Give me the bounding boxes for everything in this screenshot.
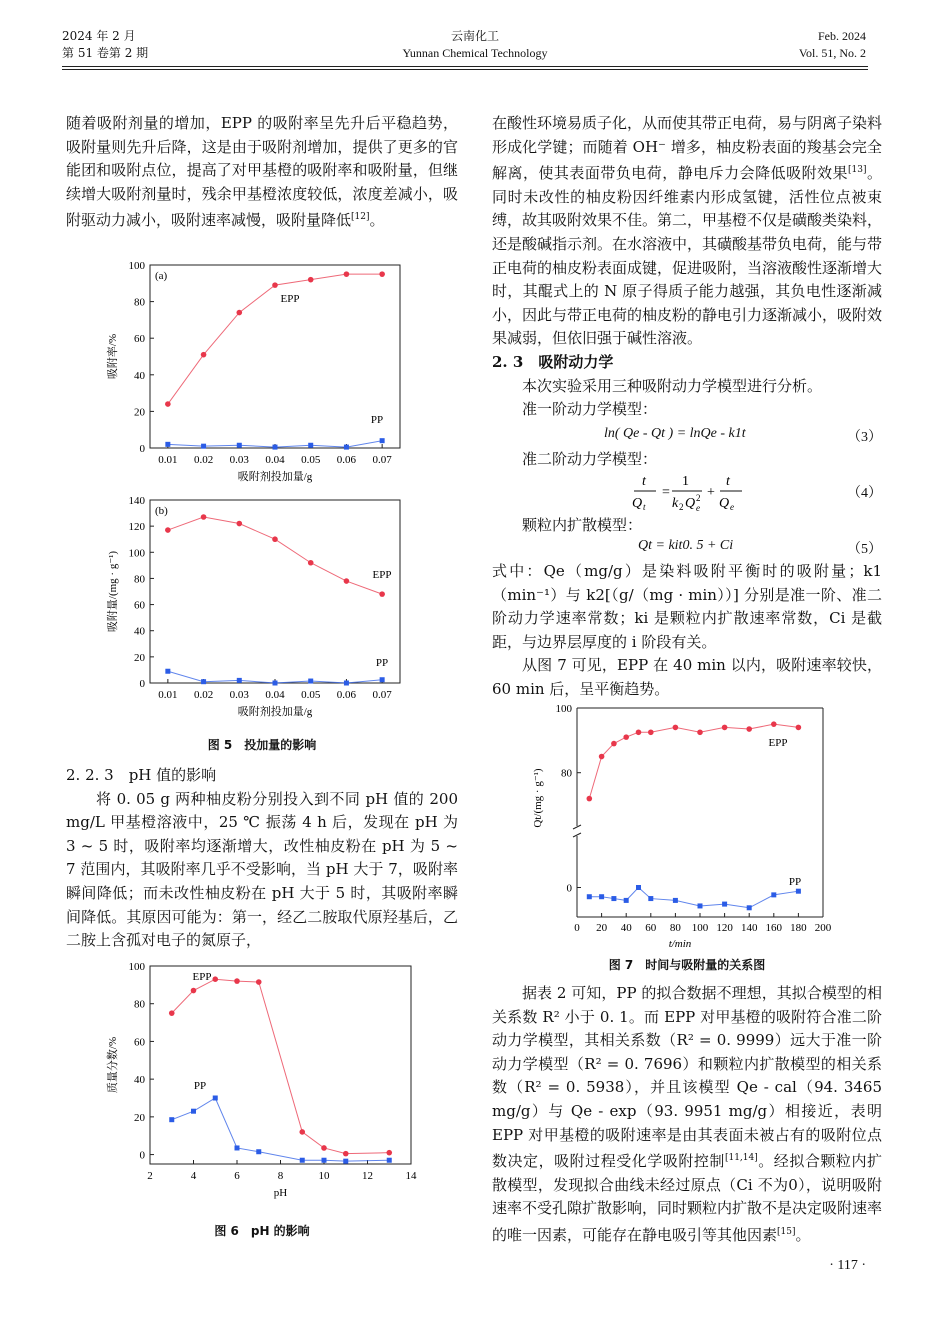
y-axis-label: 质量分数/% [107,1036,119,1094]
svg-text:t: t [726,474,730,489]
equation-4 [630,468,750,514]
x-tick-label: 40 [620,922,632,934]
right-para1-text: 在酸性环境易质子化，从而使其带正电荷，易与阴离子染料形成化学键；而随着 OH⁻ 增多，柚皮粉表面的羧基会完全解离，使其表面带负电荷，静电斥力会降低吸附效果 [492,114,883,183]
x-tick-label: 80 [669,922,681,934]
x-tick-label: 6 [234,1170,240,1182]
data-point-epp [272,536,278,542]
series-line-epp [589,724,798,798]
x-tick-label: 0.01 [158,689,178,701]
data-point-pp [169,1117,174,1122]
series-line-pp [172,1098,390,1161]
right-para4-text: 从图 7 可见，EPP 在 40 min 以内，吸附速率较快，60 min 后，呈平衡趋势。 [492,656,882,698]
data-point-pp [599,894,604,899]
left-paragraph-1 [66,112,458,233]
figure-7-chart [525,700,855,950]
data-point-epp [386,1150,392,1156]
svg-text:Q: Q [719,496,730,511]
x-tick-label: 140 [740,922,758,934]
journal-name-cn: 云南化工 [450,29,499,43]
y-tick-label: 60 [134,333,145,346]
data-point-epp [165,401,171,407]
data-point-pp [165,669,170,674]
x-tick-label: 0.07 [372,454,392,466]
series-label-epp: EPP [372,569,392,581]
data-point-epp [321,1145,327,1151]
x-axis-label: 吸附剂投加量/g [237,471,313,483]
data-point-pp [237,443,242,448]
data-point-epp [673,725,679,731]
ref-11-14: [11,14] [724,1153,758,1164]
header-date: 2024 年 2 月 [62,29,136,43]
x-tick-label: 160 [765,922,783,934]
header-volume: 第 51 卷第 2 期 [62,46,149,60]
right-para5-text: 据表 2 可知，PP 的拟合数据不理想，其拟合模型的相关系数 R² 小于 0. 1。而 EPP 对甲基橙的吸附符合准二阶动力学模型，其相关系数（R² = 0. 9999）远大于准一阶动力学模型（R² = 0. 7696）和颗粒内扩散模型的相关系数（R² = 0. 5938），并且该模型 Qe - cal（94. 3465 mg/g）与 Qe - exp（93. 9951 mg/g）相接近，表明 EPP 对甲基橙的吸附速率是由其表面未被占有的吸附位点数决定，吸附过程受化学吸附控制 [492,984,882,1171]
x-tick-label: 0.04 [265,689,285,701]
data-point-pp [237,678,242,683]
y-tick-label: 80 [134,573,145,586]
series-label-epp: EPP [768,737,788,749]
equation-4-number: （4） [847,486,882,501]
right-para3-text: 式中：Qe（mg/g）是染料吸附平衡时的吸附量；k1（min⁻¹）与 k2[（g/（mg · min））] 分别是准一阶、准二阶动力学速率常数；ki 是颗粒内扩散速率常数，Ci 是截距，与边界层厚度的 i 阶段有关。 [492,562,882,651]
x-tick-label: 0.01 [158,454,178,466]
data-point-epp [165,527,171,533]
ref-12: [12] [351,212,370,223]
data-point-epp [256,979,262,985]
x-tick-label: 4 [190,1170,197,1182]
x-tick-label: 20 [596,922,608,934]
x-tick-label: 0.04 [265,454,285,466]
series-line-epp [172,979,390,1153]
x-tick-label: 14 [405,1170,417,1182]
figure-5b-chart [100,490,430,730]
left-para1-end: 。 [369,211,385,230]
x-tick-label: 0 [574,922,580,934]
data-point-epp [648,729,654,735]
data-point-epp [623,734,629,740]
y-tick-label: 60 [134,1036,145,1049]
data-point-epp [299,1129,305,1135]
x-tick-label: 2 [147,1170,153,1182]
right-paragraph-5 [492,982,882,1248]
header-date-en: Feb. 2024 [818,29,866,43]
series-label-pp: PP [375,657,389,669]
page-number: · 117 · [829,1258,866,1273]
x-tick-label: 8 [277,1170,284,1182]
svg-text:Q: Q [632,496,643,511]
equation-3-number: （3） [847,430,882,445]
data-point-epp [343,1151,349,1157]
model-3-block [492,514,882,538]
data-point-pp [380,677,385,682]
panel-label: (a) [155,270,168,282]
data-point-epp [611,741,617,747]
y-tick-label: 0 [566,882,572,895]
svg-text:t: t [642,474,646,489]
x-tick-label: 0.05 [301,454,321,466]
data-point-pp [636,885,641,890]
svg-text:1: 1 [682,474,689,489]
model-2-label: 准二阶动力学模型： [522,450,658,468]
data-point-pp [747,905,752,910]
data-point-epp [379,591,385,597]
svg-text:2: 2 [696,493,701,503]
data-point-epp [379,271,385,277]
x-tick-label: 100 [691,922,709,934]
x-axis-label: 吸附剂投加量/g [237,706,313,718]
svg-text:t: t [643,502,646,512]
left-section-223 [66,764,458,953]
x-tick-label: 60 [645,922,657,934]
y-tick-label: 100 [128,961,145,973]
data-point-pp [624,898,629,903]
data-point-pp [722,902,727,907]
y-tick-label: 120 [128,521,145,534]
data-point-pp [380,438,385,443]
y-axis-label: 吸附量/(mg · g⁻¹) [107,550,119,633]
data-point-pp [308,443,313,448]
figure-5a-chart [100,255,430,495]
series-label-epp: EPP [192,971,212,983]
x-tick-label: 0.06 [336,689,357,701]
x-tick-label: 0.02 [193,454,214,466]
right-para1-b: 。同时未改性的柚皮粉因纤维素内形成氢键，活性位点被束缚，故其吸附效果不佳。第二，甲基橙不仅是磺酸类染料，还是酸碱指示剂。在水溶液中，其磺酸基带负电荷，能与带正电荷的柚皮粉表面成键，促进吸附，当溶液酸性逐渐增大时，其醌式上的 N 原子得质子能力越强，其负电性逐渐减小，因此与带正电荷的柚皮粉的静电引力逐渐减小，吸附效果减弱，但依旧强于碱性溶液。 [492,164,883,348]
data-point-pp [771,892,776,897]
data-point-epp [746,726,752,732]
left-para1-text: 随着吸附剂量的增加，EPP 的吸附率呈先升后平稳趋势，吸附量则先升后降，这是由于吸附剂增加，提供了更多的官能团和吸附点位，提高了对甲基橙的吸附率和吸附量，但继续增大吸附剂量时，残余甲基橙浓度较低，浓度差减小，吸附驱动力减小，吸附速率减慢，吸附量降低 [66,114,458,230]
data-point-epp [308,277,314,283]
svg-text:Q: Q [685,496,696,511]
y-tick-label: 100 [128,547,145,560]
x-tick-label: 180 [790,922,807,934]
data-point-pp [587,894,592,899]
data-point-epp [308,560,314,566]
ref-13: [13] [848,165,867,176]
data-point-epp [344,271,350,277]
right-para2-text: 本次实验采用三种吸附动力学模型进行分析。 [522,376,823,395]
y-tick-label: 140 [128,495,145,507]
y-tick-label: 0 [139,1149,145,1162]
data-point-pp [256,1149,261,1154]
y-tick-label: 100 [128,260,145,272]
data-point-pp [673,898,678,903]
data-point-pp [344,445,349,450]
data-point-epp [771,721,777,727]
data-point-epp [636,729,642,735]
data-point-pp [213,1096,218,1101]
x-tick-label: 0.06 [336,454,357,466]
svg-text:k: k [672,496,679,511]
data-point-epp [587,796,593,802]
data-point-pp [201,444,206,449]
x-tick-label: 0.03 [229,689,249,701]
x-tick-label: 0.07 [372,689,392,701]
x-tick-label: 0.02 [193,689,214,701]
series-label-epp: EPP [280,293,300,305]
data-point-pp [165,442,170,447]
y-tick-label: 40 [134,369,145,382]
right-paragraph-3 [492,560,882,702]
svg-text:e: e [696,503,700,513]
series-line-epp [168,517,382,594]
model-1-label: 准一阶动力学模型： [522,400,658,419]
right-paragraph-1 [492,112,882,422]
data-point-epp [722,725,728,731]
y-tick-label: 20 [134,406,145,419]
y-axis-label: Qt/(mg · g⁻¹) [532,768,544,828]
x-tick-label: 120 [716,922,733,934]
y-tick-label: 0 [139,443,145,455]
x-tick-label: 12 [362,1170,373,1182]
y-tick-label: 40 [134,1074,145,1087]
axis-break-mark [573,825,581,837]
plot-frame [150,500,400,683]
series-line-epp [168,274,382,404]
right-para5-b: 。经拟合颗粒内扩散模型，发现拟合曲线未经过原点（Ci 不为0），说明吸附速率不受孔隙扩散影响，同时颗粒内扩散不是决定吸附速率的唯一因素，可能存在静电吸引等其他因素 [492,1152,883,1244]
y-tick-label: 100 [555,703,572,715]
data-point-pp [343,1159,348,1164]
right-para5-end: 。 [795,1225,811,1244]
y-tick-label: 20 [134,1111,145,1124]
svg-text:2: 2 [679,502,684,512]
data-point-epp [796,725,802,731]
data-point-pp [698,903,703,908]
data-point-pp [201,679,206,684]
plot-frame [150,265,400,448]
figure-6-caption: 图 6 pH 的影响 [214,1224,310,1238]
left-para2-text: 将 0. 05 g 两种柚皮粉分别投入到不同 pH 值的 200 mg/L 甲基橙溶液中，25 ℃ 振荡 4 h 后，发现在 pH 为 3 ~ 5 时，吸附率均逐渐增大，改性柚皮粉在 pH 为 5 ~ 7 范围内，其吸附率几乎不受影响，当 pH 大于 7，吸附率瞬间降低；而未改性柚皮粉在 pH 大于 5 时，其吸附率瞬间降低。其原因可能为：第一，经乙二胺取代原羟基后，乙二胺上含孤对电子的氮原子， [66,789,458,950]
data-point-pp [796,889,801,894]
y-tick-label: 0 [139,678,145,690]
y-tick-label: 80 [134,296,145,309]
data-point-epp [201,352,207,358]
data-point-pp [387,1158,392,1163]
x-tick-label: 0.05 [301,689,321,701]
data-point-epp [272,282,278,288]
section-heading-23: 2. 3 吸附动力学 [492,352,614,371]
data-point-epp [236,521,242,527]
data-point-epp [234,978,240,984]
data-point-pp [191,1109,196,1114]
y-tick-label: 80 [561,767,572,780]
x-tick-label: 200 [814,922,832,934]
data-point-pp [300,1158,305,1163]
data-point-pp [308,679,313,684]
data-point-epp [212,976,218,982]
header-rule-2 [62,69,868,70]
data-point-pp [611,896,616,901]
figure-6-chart [100,955,430,1215]
equation-5-number: （5） [847,542,882,557]
y-tick-label: 40 [134,625,145,638]
svg-text:=: = [662,485,670,500]
y-tick-label: 80 [134,998,145,1011]
x-axis-label: pH [273,1187,288,1199]
data-point-epp [236,310,242,316]
equation-3: ln( Qe - Qt ) = lnQe - k1t [604,426,746,441]
series-line-pp [589,888,798,908]
x-axis-label: t/min [668,938,692,950]
x-tick-label: 0.03 [229,454,249,466]
data-point-pp [235,1145,240,1150]
data-point-pp [273,681,278,686]
series-label-pp: PP [370,414,384,426]
ref-15: [15] [777,1226,796,1237]
svg-text:+: + [707,485,715,500]
y-tick-label: 60 [134,599,145,612]
panel-label: (b) [155,505,168,517]
data-point-pp [322,1158,327,1163]
figure-5-caption: 图 5 投加量的影响 [207,738,317,752]
data-point-epp [191,988,197,994]
series-label-pp: PP [788,876,802,888]
data-point-pp [344,681,349,686]
journal-name-en: Yunnan Chemical Technology [402,46,548,60]
figure-7-caption: 图 7 时间与吸附量的关系图 [608,958,766,972]
model-3-label: 颗粒内扩散模型： [522,516,643,534]
header-rule [62,66,868,67]
svg-text:e: e [730,502,734,512]
data-point-epp [599,754,605,760]
section-heading-223: 2. 2. 3 pH 值的影响 [66,766,217,784]
data-point-pp [273,445,278,450]
data-point-epp [344,578,350,584]
data-point-pp [648,896,653,901]
data-point-epp [697,729,703,735]
equation-5: Qt = kit0. 5 + Ci [638,538,734,553]
series-label-pp: PP [193,1080,207,1092]
data-point-epp [201,514,207,520]
data-point-epp [169,1010,175,1016]
x-tick-label: 10 [318,1170,330,1182]
header-volume-en: Vol. 51, No. 2 [798,46,866,60]
y-tick-label: 20 [134,651,145,664]
y-axis-label: 吸附率/% [107,333,119,380]
header-right [799,28,866,62]
